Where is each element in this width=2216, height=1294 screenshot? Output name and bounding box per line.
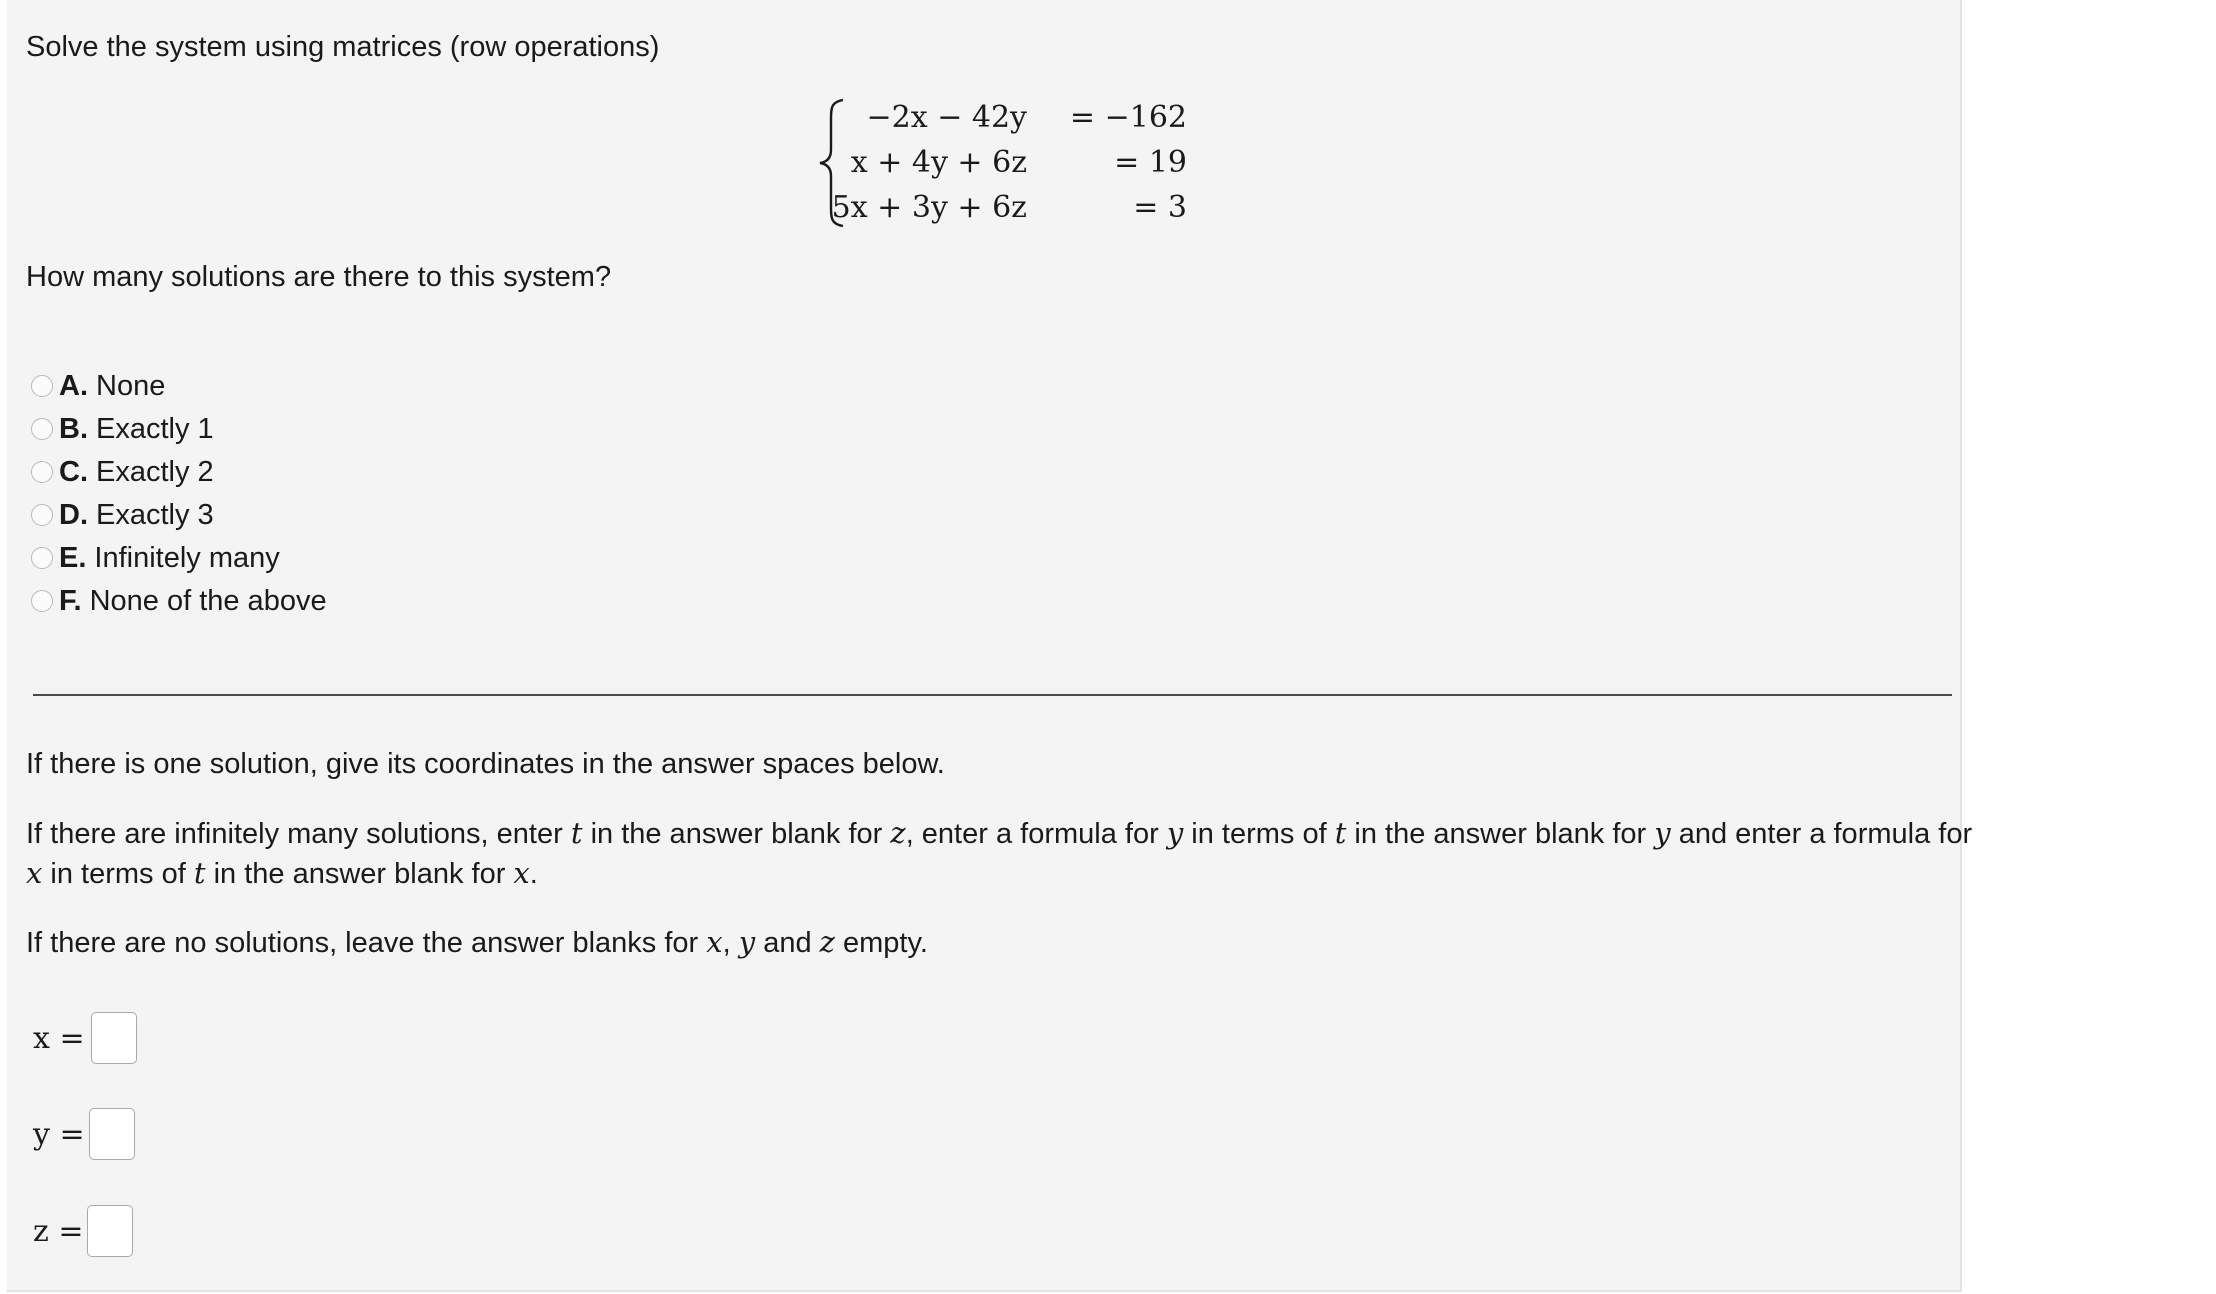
solutions-question: How many solutions are there to this system? — [26, 261, 612, 293]
radio-button[interactable] — [31, 375, 53, 397]
instruction-no-solution: If there are no solutions, leave the answer blanks for x, y and z empty. — [26, 925, 928, 959]
radio-button[interactable] — [31, 547, 53, 569]
option-text: Exactly 2 — [96, 455, 214, 488]
section-divider — [33, 694, 1952, 696]
z-answer-input[interactable] — [87, 1205, 133, 1257]
equation-2-rhs: = 19 — [1114, 145, 1187, 180]
option-text: Infinitely many — [94, 541, 280, 574]
option-b[interactable] — [31, 410, 214, 448]
question-panel — [7, 0, 1973, 1292]
equation-3-rhs: = 3 — [1133, 190, 1187, 225]
answer-row-y — [33, 1106, 135, 1162]
equation-2-lhs: x + 4y + 6z — [850, 145, 1027, 180]
radio-button[interactable] — [31, 504, 53, 526]
equation-1-lhs: −2x − 42y — [866, 100, 1027, 135]
option-d[interactable] — [31, 496, 214, 534]
option-text: None — [96, 369, 166, 402]
answer-label-y: y = — [33, 1116, 85, 1152]
radio-button[interactable] — [31, 418, 53, 440]
option-letter: E. — [59, 541, 87, 574]
option-e[interactable] — [31, 539, 280, 577]
option-letter: A. — [59, 369, 88, 402]
question-title: Solve the system using matrices (row operations) — [26, 31, 660, 63]
option-letter: C. — [59, 455, 88, 488]
equation-1-rhs: = −162 — [1069, 100, 1187, 135]
answer-row-z — [33, 1203, 133, 1259]
instruction-one-solution: If there is one solution, give its coordinates in the answer spaces below. — [26, 748, 945, 780]
instruction-infinite-line-1: If there are infinitely many solutions, enter t in the answer blank for z, enter a formula for y in terms of t in the answer blank for y and enter a formula for — [26, 816, 1973, 850]
option-f[interactable] — [31, 582, 327, 620]
option-letter: B. — [59, 412, 88, 445]
radio-button[interactable] — [31, 461, 53, 483]
radio-button[interactable] — [31, 590, 53, 612]
instruction-infinite-line-2: x in terms of t in the answer blank for x. — [26, 856, 538, 890]
answer-row-x — [33, 1010, 137, 1066]
option-a[interactable] — [31, 367, 165, 405]
option-c[interactable] — [31, 453, 214, 491]
y-answer-input[interactable] — [89, 1108, 135, 1160]
equation-3-lhs: 5x + 3y + 6z — [831, 190, 1027, 225]
option-text: Exactly 3 — [96, 498, 214, 531]
option-text: Exactly 1 — [96, 412, 214, 445]
answer-label-z: z = — [33, 1213, 84, 1249]
option-letter: D. — [59, 498, 88, 531]
x-answer-input[interactable] — [91, 1012, 137, 1064]
option-letter: F. — [59, 584, 82, 617]
equation-system — [817, 92, 1187, 232]
option-text: None of the above — [89, 584, 327, 617]
answer-label-x: x = — [33, 1020, 85, 1056]
